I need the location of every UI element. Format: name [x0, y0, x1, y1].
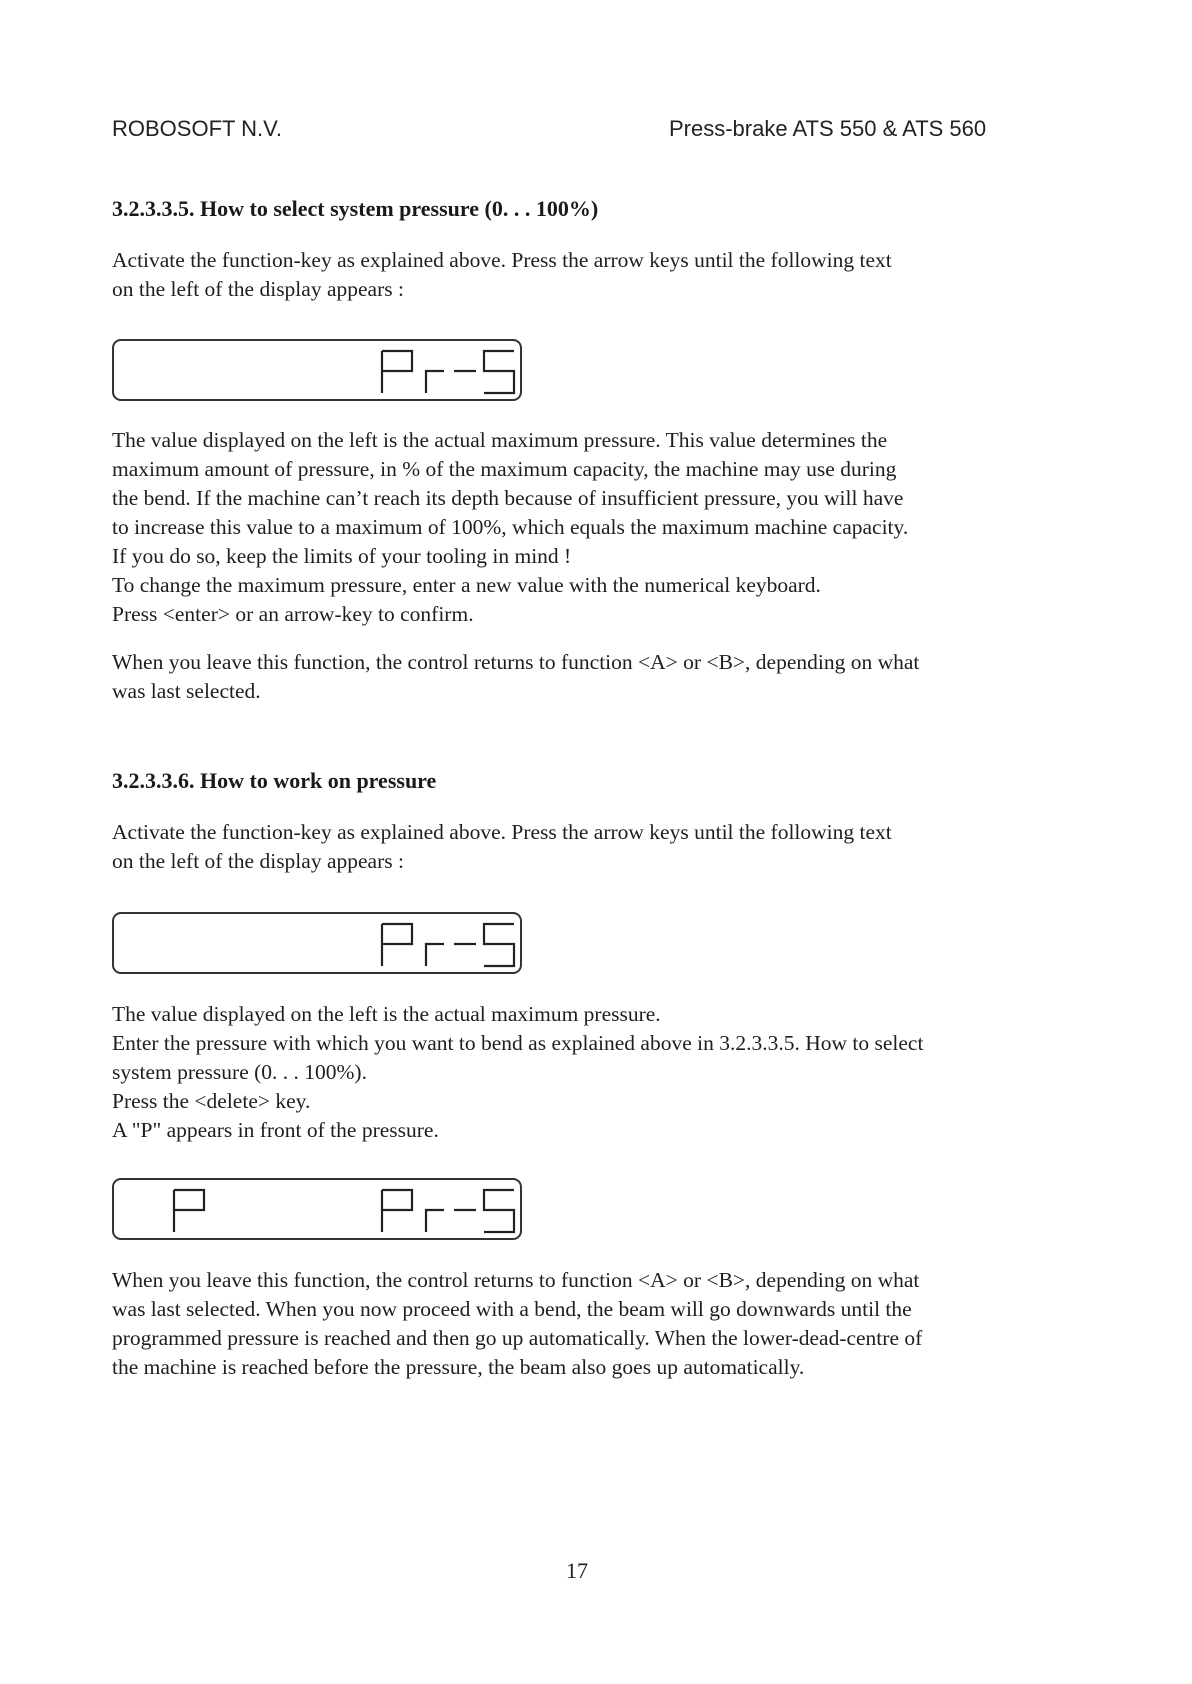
text-line: When you leave this function, the control returns to function <A> or <B>, depending on what	[112, 650, 920, 674]
text-line: was last selected.	[112, 679, 261, 703]
section-heading-work-on-pressure: 3.2.3.3.6. How to work on pressure	[112, 768, 437, 793]
display-right-value	[0, 0, 1, 1]
text-line: The value displayed on the left is the actual maximum pressure.	[112, 1002, 661, 1026]
seven-segment-readout	[114, 1180, 524, 1242]
text-line: the machine is reached before the pressure, the beam also goes up automatically.	[112, 1355, 805, 1379]
text-line: When you leave this function, the control returns to function <A> or <B>, depending on what	[112, 1268, 920, 1292]
text-line: Press the <delete> key.	[112, 1089, 311, 1113]
text-line: was last selected. When you now proceed with a bend, the beam will go downwards until the	[112, 1297, 912, 1321]
section1-intro	[112, 246, 1072, 304]
text-line: on the left of the display appears :	[112, 277, 404, 301]
lcd-display-1	[112, 339, 522, 401]
display-left-value: P	[134, 1225, 135, 1226]
text-line: Enter the pressure with which you want to bend as explained above in 3.2.3.3.5. How to select	[112, 1031, 924, 1055]
section-heading-select-pressure: 3.2.3.3.5. How to select system pressure (0. . . 100%)	[112, 196, 599, 221]
seven-segment-readout	[114, 341, 524, 403]
section2-intro	[112, 818, 1072, 876]
text-line: maximum amount of pressure, in % of the maximum capacity, the machine may use during	[112, 457, 897, 481]
text-line: The value displayed on the left is the actual maximum pressure. This value determines the	[112, 428, 888, 452]
section1-body	[112, 426, 1072, 629]
header-product: Press-brake ATS 550 & ATS 560	[669, 116, 987, 141]
text-line: on the left of the display appears :	[112, 849, 404, 873]
text-line: the bend. If the machine can’t reach its depth because of insufficient pressure, you will have	[112, 486, 904, 510]
seven-segment-readout	[114, 914, 524, 976]
text-line: If you do so, keep the limits of your tooling in mind !	[112, 544, 572, 568]
lcd-display-2	[112, 912, 522, 974]
text-line: To change the maximum pressure, enter a new value with the numerical keyboard.	[112, 573, 821, 597]
lcd-display-3	[112, 1178, 522, 1240]
section1-leave	[112, 648, 1072, 706]
text-line: system pressure (0. . . 100%).	[112, 1060, 367, 1084]
section2-leave	[112, 1266, 1072, 1382]
text-line: A "P" appears in front of the pressure.	[112, 1118, 439, 1142]
text-line: Activate the function-key as explained above. Press the arrow keys until the following text	[112, 820, 892, 844]
header-company: ROBOSOFT N.V.	[112, 116, 282, 141]
text-line: Activate the function-key as explained above. Press the arrow keys until the following text	[112, 248, 892, 272]
section2-body	[112, 1000, 1072, 1145]
page-number: 17	[566, 1558, 588, 1583]
text-line: to increase this value to a maximum of 100%, which equals the maximum machine capacity.	[112, 515, 909, 539]
text-line: Press <enter> or an arrow-key to confirm.	[112, 602, 474, 626]
text-line: programmed pressure is reached and then go up automatically. When the lower-dead-centre of	[112, 1326, 923, 1350]
